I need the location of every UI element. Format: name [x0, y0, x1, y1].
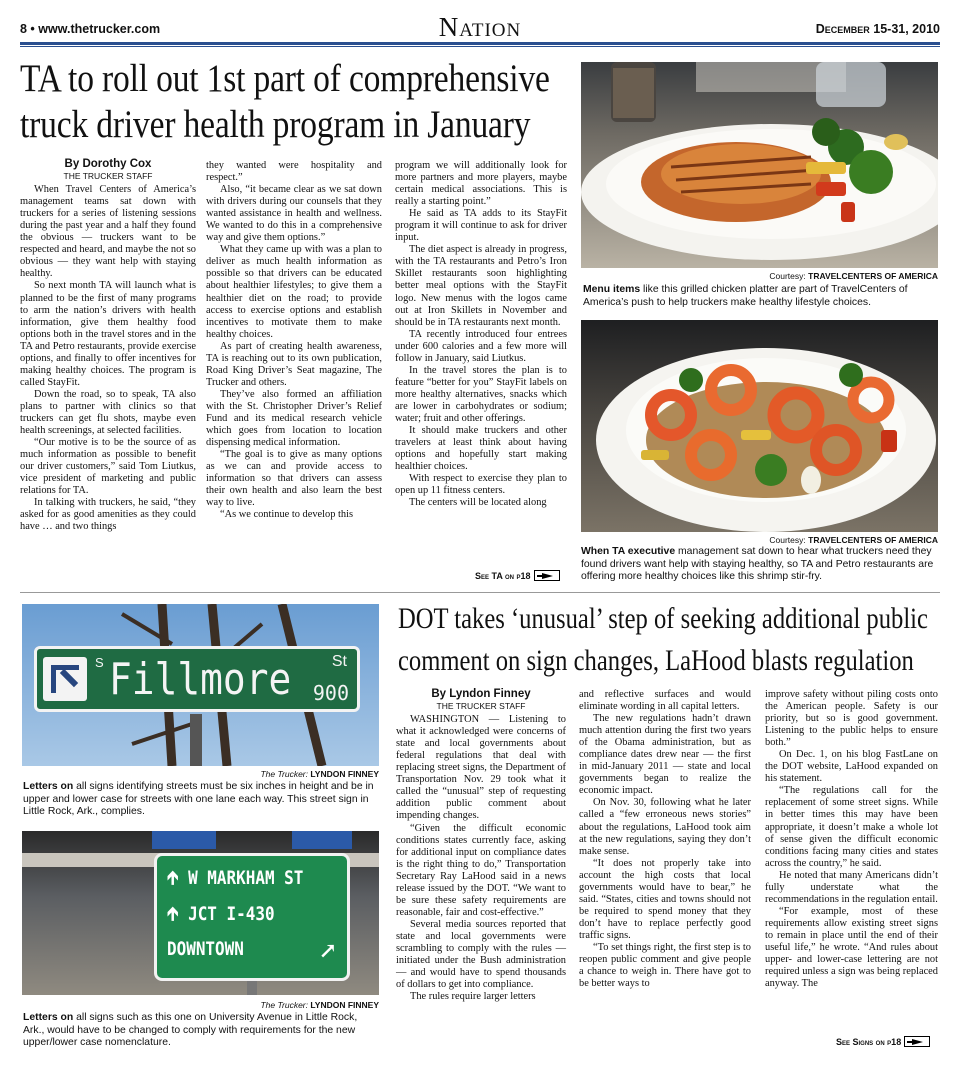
paragraph: As part of creating health awareness, TA is reaching out to its own publication, Road King Driver’s Seat magazine, The Trucker and others.: [206, 340, 382, 388]
page-number-site[interactable]: 8 • www.thetrucker.com: [20, 22, 161, 36]
photo-shrimp-stir-fry: [581, 320, 938, 532]
sign-line-2: [167, 900, 275, 932]
headline-line: DOT takes ‘unusual’ step of seeking additional public: [398, 602, 928, 635]
story-divider: [20, 592, 940, 593]
sign-line-2-text: JCT I-430: [188, 903, 275, 925]
paragraph: program we will additionally look for more partners and more players, maybe certain medical associations. This is really a starting point.”: [395, 160, 567, 208]
shrimp-bowl-illustration: [581, 320, 938, 532]
issue-date: December 15-31, 2010: [815, 22, 940, 36]
street-sign-markham: [154, 853, 350, 981]
arrow-up-right-icon: ↗: [318, 938, 337, 963]
paragraph: So next month TA will launch what is planned to be the first of many programs to arm the nation’s drivers with health information, give them healthy food options both in the travel stores and in the TA and Petro restaurants, provide exercise options, and finally to offer incentives for making healthy choices. The program is called StayFit.: [20, 280, 196, 388]
story2-column-1: [396, 688, 566, 1003]
story1-headline: [20, 56, 550, 148]
paragraph: improve safety without piling costs onto the American people. Safety is our priority, but so is good government. Listening to the public helps to ensure both.”: [765, 689, 938, 749]
photo4-credit: [22, 1000, 379, 1010]
paragraph: “The goal is to give as many options as we can and provide access to information so that drivers can assess their own health and also learn the best way to live.: [206, 449, 382, 509]
credit-prefix: Courtesy:: [769, 535, 806, 545]
credit-name: LYNDON FINNEY: [310, 1000, 379, 1010]
masthead-rule: [20, 42, 940, 45]
paragraph: “It does not properly take into account the high costs that local governments would have to bear,” he said. “States, cities and towns should not be required to spend money that they don’t have to replace perfectly good traffic signs.: [579, 857, 751, 941]
paragraph: TA recently introduced four entrees under 600 calories and a few more will follow in January, said Liutkus.: [395, 328, 567, 364]
paragraph: On Dec. 1, on his blog FastLane on the DOT website, LaHood expanded on his statement.: [765, 749, 938, 785]
caption-lead: When TA executive: [581, 546, 676, 557]
photo1-credit: [581, 271, 938, 281]
story1-column-2: [206, 160, 382, 521]
paragraph: “Given the difficult economic conditions states currently face, asking for additional input on compliance dates is the right thing to do,” Transportation Secretary Ray LaHood said in a news release issued by the DOT. “We want to be sure these safety requirements are reasonable, fair and cost-effective.”: [396, 822, 566, 918]
arrow-right-icon: [534, 570, 560, 581]
jump-link-signs[interactable]: [836, 1036, 930, 1047]
paragraph: WASHINGTON — Listening to what it acknowledged were concerns of state and local governments about federal regulations that deal with replacing street signs, the Department of Transportation Nov. 29 took what it called the “unusual” step of requesting addition public comment about impending changes.: [396, 714, 566, 822]
photo-chicken-platter: [581, 62, 938, 268]
photo3-credit: [22, 769, 379, 779]
sign-line-1: [167, 864, 303, 896]
small-sign-right: [292, 831, 352, 849]
masthead: [20, 14, 940, 42]
paragraph: Several media sources reported that state and local governments were scrambling to comply with the rules — initiated under the Bush administration — and would have to spend thousands of dollars to get into compliance.: [396, 918, 566, 991]
paragraph: The new regulations hadn’t drawn much attention during the first two years of the Obama administration, but as compliance dates drew near — the first in mid-January 2011 — state and local governments began to realize the economic impact.: [579, 713, 751, 797]
paragraph: “For example, most of these requirements allow existing street signs to remain in place until the end of their useful life,” he wrote. “And rules about upper- and lower-case lettering are not required unless a sign was being replaced anyway. The: [765, 905, 938, 990]
paragraph: “Our motive is to be the source of as much information as possible to benefit our driver customers,” said Tom Liutkus, vice president of marketing and public relations for TA.: [20, 437, 196, 497]
photo-markham-sign: [22, 831, 379, 995]
photo1-caption: [583, 284, 938, 309]
city-logo-icon: [43, 657, 87, 701]
credit-name: TRAVELCENTERS OF AMERICA: [808, 271, 938, 281]
paragraph: The rules require larger letters: [410, 991, 536, 1003]
paragraph: Down the road, so to speak, TA also plans to partner with clinics so that truckers can get flu shots, maybe even health screenings, at selected facilities.: [20, 388, 196, 437]
headline-line: truck driver health program in January: [20, 103, 531, 146]
story1-column-3: [395, 160, 567, 509]
masthead-rule-thin: [20, 46, 940, 47]
jump-link-ta[interactable]: [475, 570, 560, 581]
paragraph: they wanted were hospitality and respect.”: [206, 160, 382, 184]
paragraph: He noted that many Americans didn’t fully understate what the recommendations in the regulation entail.: [765, 869, 938, 905]
caption-text: like this grilled chicken platter are part of TravelCenters of America’s push to help truckers make healthy lifestyle choices.: [583, 284, 908, 308]
arrow-right-icon: [904, 1036, 930, 1047]
caption-lead: Letters on: [23, 781, 74, 792]
paragraph: They’ve also formed an affiliation with the St. Christopher Driver’s Relief Fund and its medical research vehicle which goes from location to location dispensing medical information.: [206, 388, 382, 449]
paragraph: Also, “it became clear as we sat down with drivers during our counsels that they wanted assistance in health and wellness. We wanted to do this in a comprehensive way and give them options.”: [206, 184, 382, 244]
sign-line-1-text: W MARKHAM ST: [188, 867, 304, 889]
staff-line: THE TRUCKER STAFF: [436, 701, 526, 712]
sign-post: [247, 981, 257, 995]
photo2-caption: [581, 546, 939, 584]
paragraph: On Nov. 30, following what he later called a “few erroneous news stories” about the regulations, LaHood took aim at the new regulations, saying they don’t make sense.: [579, 797, 751, 857]
paragraph: In the travel stores the plan is to feature “better for you” StayFit labels on more healthy alternatives, snacks which are lower in carbohydrates or sodium; water; fruit and other offerings.: [395, 364, 567, 424]
arrow-up-icon: 🡱: [167, 903, 179, 925]
sign-street-name: Fillmore: [109, 654, 292, 705]
jump-text[interactable]: See TA on p18: [475, 570, 531, 581]
street-sign-fillmore: [34, 646, 360, 712]
sign-line-3: DOWNTOWN: [167, 938, 244, 960]
caption-lead: Letters on: [23, 1012, 74, 1023]
paragraph: and reflective surfaces and would eliminate wording in all capital letters.: [579, 689, 751, 713]
paragraph: “The regulations call for the replacement of some street signs. While in better times this may have been appropriate, it doesn’t make a whole lot of sense given the difficult economic conditions facing many cities and states across the country,” he said.: [765, 785, 938, 869]
credit-prefix: The Trucker:: [260, 1000, 308, 1010]
photo3-caption: [23, 781, 380, 819]
caption-text: all signs identifying streets must be six inches in height and be in upper and lower case for streets with one lane each way. This street sign in Little Rock, Ark., complies.: [23, 781, 374, 817]
story1-column-1: [20, 158, 196, 533]
photo2-credit: [581, 535, 938, 545]
chicken-plate-illustration: [581, 62, 938, 268]
paragraph: It should make truckers and other travelers at least think about having options and hopefully start making healthier choices.: [395, 425, 567, 473]
credit-name: TRAVELCENTERS OF AMERICA: [808, 535, 938, 545]
headline-line: TA to roll out 1st part of comprehensive: [20, 57, 550, 100]
paragraph: When Travel Centers of America’s management teams sat down with truckers for a series of listening sessions during the past year and a half they found the obvious — truckers want to be respected and heard, and maybe the not so obvious — they want help with staying healthy.: [20, 184, 196, 280]
photo-fillmore-sign: [22, 604, 379, 766]
paragraph: “To set things right, the first step is to reopen public comment and give people a chance to weigh in. There have got to be better ways to: [579, 941, 751, 990]
caption-text: all signs such as this one on University Avenue in Little Rock, Ark., would have to be changed to comply with requirements for the new upper/lower case nomenclature.: [23, 1012, 358, 1048]
paragraph: The diet aspect is already in progress, with the TA restaurants and Petro’s Iron Skillet restaurants soon highlighting better meal options with the StayFit logo. New menus with the logos came out at Iron Skillets in November and should be in TA restaurants next month.: [395, 244, 567, 328]
paragraph: He said as TA adds to its StayFit program it will continue to ask for driver input.: [395, 208, 567, 244]
photo4-caption: [23, 1012, 380, 1050]
section-title: Nation: [438, 12, 522, 42]
paragraph: What they came up with was a plan to deliver as much health information as possible so that drivers can be educated about healthier lifestyles; to give them a healthier diet on the road; to provide access to exercise options and establish incentives to motivate them to make healthy choices.: [206, 244, 382, 340]
staff-line: THE TRUCKER STAFF: [63, 171, 153, 182]
sign-suffix: St: [331, 653, 347, 670]
arrow-up-icon: 🡱: [167, 867, 179, 889]
paragraph: “As we continue to develop this: [220, 509, 354, 521]
sign-block-number: 900: [312, 681, 349, 705]
story2-headline: [398, 598, 928, 682]
paragraph: In talking with truckers, he said, “they asked for as good amenities as they could have … and two things: [20, 497, 196, 533]
credit-prefix: The Trucker:: [260, 769, 308, 779]
credit-name: LYNDON FINNEY: [310, 769, 379, 779]
headline-line: comment on sign changes, LaHood blasts regulation: [398, 644, 914, 677]
paragraph: With respect to exercise they plan to open up 11 fitness centers.: [395, 473, 567, 497]
paragraph: The centers will be located along: [409, 497, 547, 509]
byline: By Lyndon Finney: [431, 688, 531, 700]
sign-prefix: S: [95, 655, 104, 670]
caption-lead: Menu items: [583, 284, 641, 295]
story2-column-3: [765, 689, 938, 990]
story2-column-2: [579, 689, 751, 990]
caption-text: management sat down to hear what truckers need they found drivers want help with staying healthy, so TA and Petro restaurants are offering more healthy choices like this shrimp stir-fry.: [581, 546, 934, 582]
byline: By Dorothy Cox: [64, 158, 152, 170]
small-sign-left: [152, 831, 216, 849]
jump-text[interactable]: See Signs on p18: [836, 1036, 902, 1047]
credit-prefix: Courtesy:: [769, 271, 806, 281]
